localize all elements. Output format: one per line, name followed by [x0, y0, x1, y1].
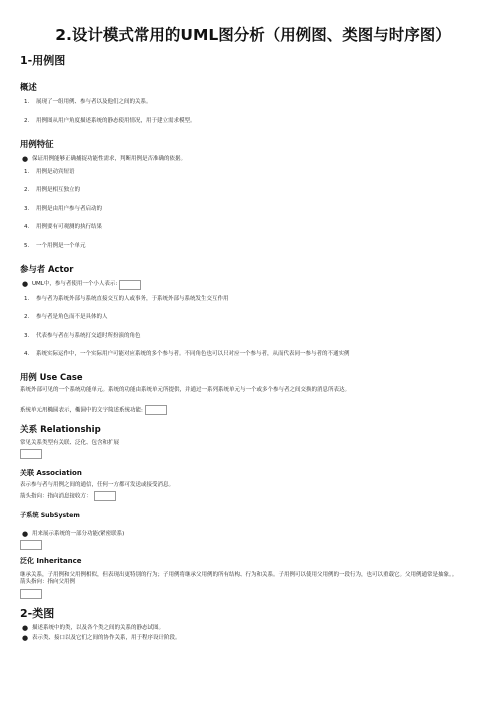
page-title: 2.设计模式常用的UML图分析（用例图、类图与时序图） [55, 26, 451, 44]
inheritance-heading: 泛化 Inheritance [20, 556, 82, 565]
bullet-icon: ● [22, 633, 29, 642]
usecase-heading: 用例 Use Case [20, 372, 83, 382]
list-item: 2. 用例是相互独立的 [24, 187, 81, 193]
list-item: ● 保证用例能够正确捕捉功能性需求，判断用例是否准确的依据。 [22, 154, 187, 163]
list-item: 1. 用例是动宾短语 [24, 168, 75, 175]
list-item: 4. 系统实际运作中，一个实际用户可能对应系统的多个参与者。不同角色也可以只对应一个参与者，从而代表同一参与者的不通实例 [24, 351, 350, 357]
list-item: 1. 参与者为系统外部与系统直接交互的人或事务，于系统外部与系统发生交互作用 [24, 295, 229, 302]
features-list [20, 168, 486, 250]
list-item: ● 用来展示系统的一部分功能(紧密联系) [22, 529, 125, 538]
bullet-icon: ● [22, 154, 29, 163]
overview-heading: 概述 [20, 82, 37, 92]
list-item: 4. 用例要有可观测的执行结果 [24, 224, 103, 230]
association-image-placeholder [94, 491, 116, 501]
list-item: 3. 代表参与者在与系统打交道时所扮演的角色 [24, 332, 141, 339]
association-arrow-paragraph: 箭头指向：指向消息接收方： [20, 491, 486, 501]
association-heading: 关联 Association [20, 469, 82, 477]
relationship-image-placeholder [20, 449, 42, 459]
list-item: 5. 一个用例是一个单元 [24, 242, 86, 249]
usecase-paragraph: 系统外部可见的一个系统功能单元。系统的功能由系统单元所提供，并通过一系列系统单元与一个或多个参与者之间交换的消息所表达。 [20, 387, 351, 393]
list-item: ● UML中，参与者使用一个小人表示: [20, 280, 486, 290]
association-paragraph: 表示参与者与用例之间的通信，任何一方都可发送或接受消息。 [20, 482, 175, 488]
actor-list [20, 295, 486, 359]
actor-image-placeholder [119, 280, 141, 290]
bullet-icon: ● [22, 623, 29, 632]
ellipse-image-placeholder [145, 405, 167, 415]
usecase-ellipse-paragraph: 系统单元用椭圆表示，椭圆中的文字简述系统功能: [20, 405, 486, 415]
list-item: 1. 展现了一组用例、参与者以及他们之间的关系。 [24, 99, 152, 105]
inheritance-paragraph: 继承关系，子用例和父用例相似，但表现出更特别的行为；子用例将继承父用例的所有结构、行为和关系。子用例可以使用父用例的一段行为，也可以重载它。父用例通常是抽象。。 [20, 571, 458, 578]
features-bullet-list [20, 155, 486, 163]
list-item: ● 表示类、接口以及它们之间的协作关系，用于程序设计阶段。 [22, 633, 181, 642]
overview-list [20, 98, 486, 125]
list-item: 3. 用例是由用户参与者启动的 [24, 205, 103, 212]
class-diagram-list [20, 624, 486, 642]
relationship-heading: 关系 Relationship [20, 424, 101, 435]
list-item: 2. 参与者是角色而不是具体的人 [24, 314, 108, 320]
subsystem-heading: 子系统 SubSystem [20, 511, 80, 519]
subsystem-list [20, 530, 486, 538]
actor-bullet-list [20, 280, 486, 290]
subsystem-image-placeholder [20, 540, 42, 550]
relationship-paragraph: 常见关系类型有关联、泛化、包含和扩展 [20, 439, 120, 446]
document-page [20, 0, 486, 642]
inheritance-image-placeholder [20, 589, 42, 599]
bullet-icon: ● [22, 279, 29, 288]
section-usecase-heading: 1-用例图 [20, 54, 66, 67]
bullet-icon: ● [22, 529, 29, 538]
features-heading: 用例特征 [20, 138, 54, 149]
section-class-diagram-heading: 2-类图 [20, 606, 55, 620]
actor-heading: 参与者 Actor [20, 263, 74, 274]
list-item: 2. 用例图从用户角度描述系统的静态使用情况，用于建立需求模型。 [24, 117, 196, 124]
inheritance-arrow-paragraph: 箭头指向：指向父用例 [20, 579, 76, 585]
list-item: ● 描述系统中的类，以及各个类之间的关系的静态试图。 [22, 623, 165, 632]
